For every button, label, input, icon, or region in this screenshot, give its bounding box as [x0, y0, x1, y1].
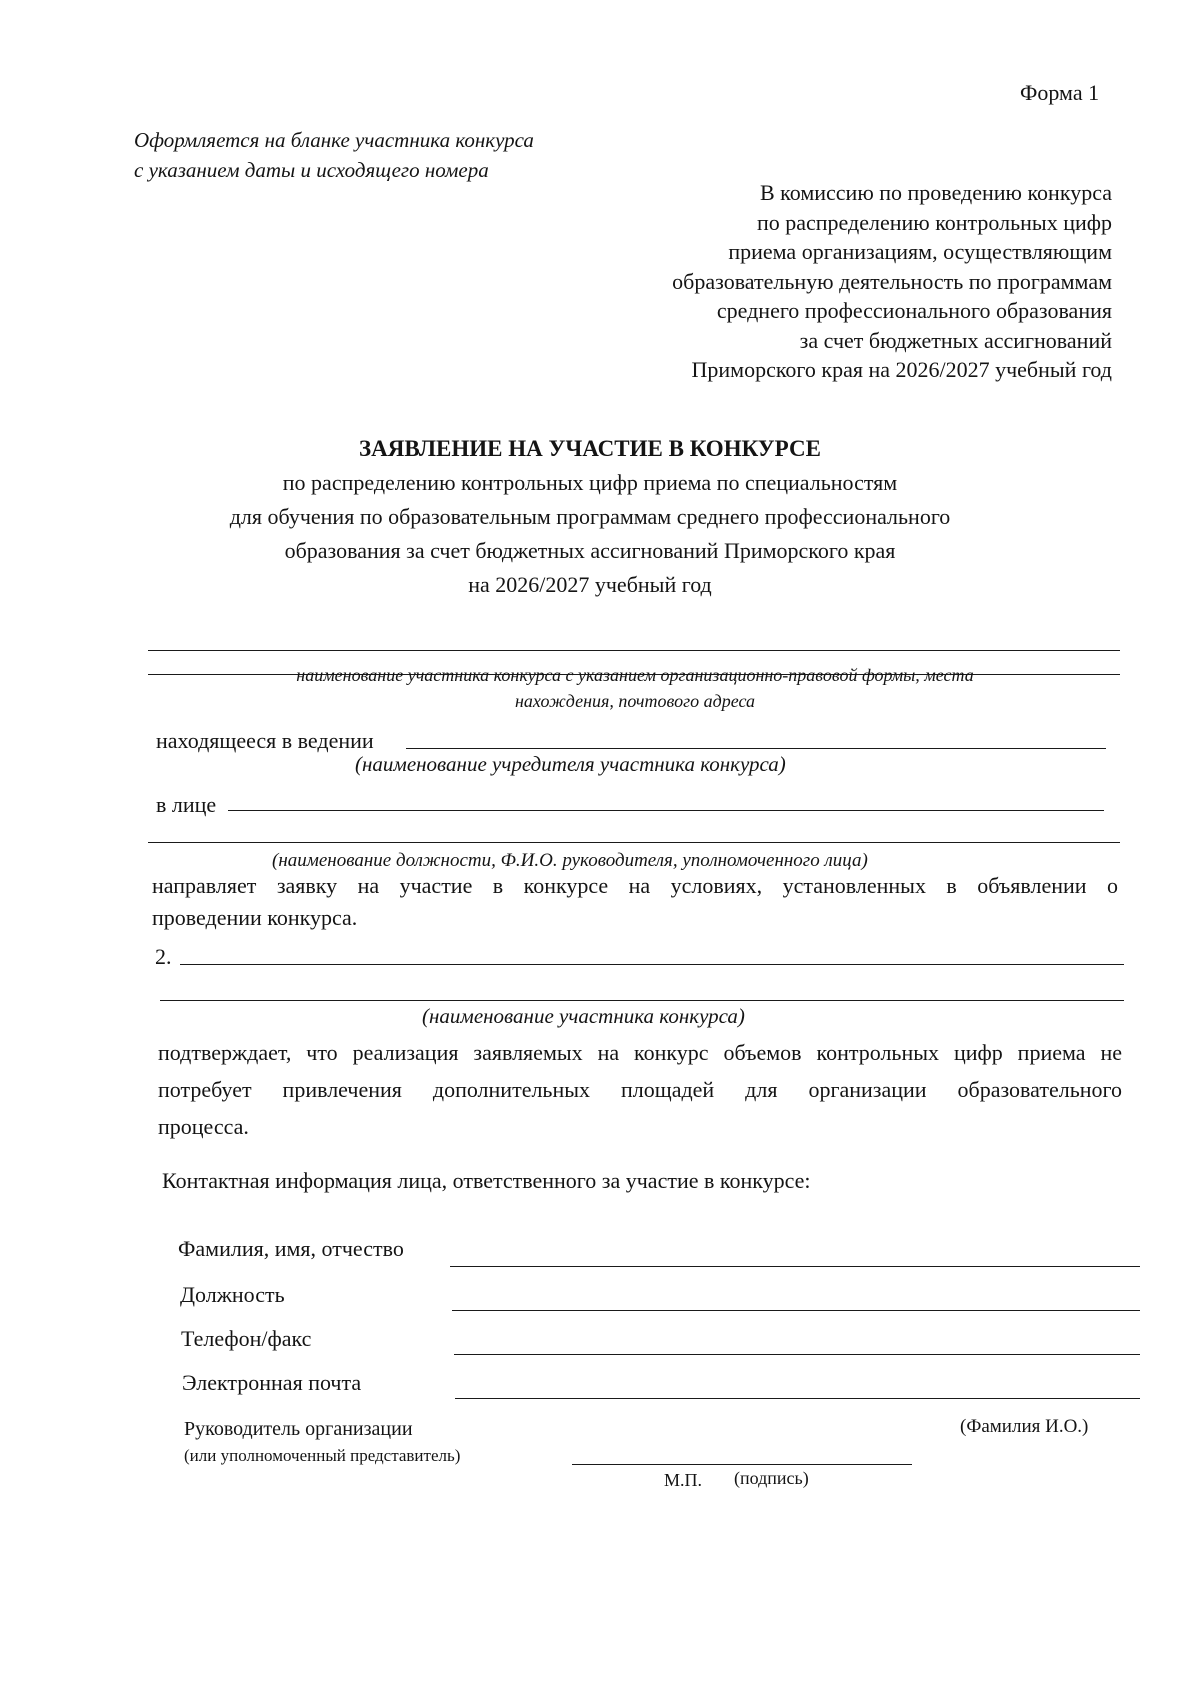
addressee-line: приема организациям, осуществляющим — [728, 239, 1112, 264]
sends-line-2: проведении конкурса. — [152, 905, 358, 930]
participant-caption — [150, 662, 1120, 714]
addressee-line: В комиссию по проведению конкурса — [760, 180, 1112, 205]
signature-head-label: Руководитель организации — [184, 1418, 413, 1440]
contact-fullname-field[interactable] — [450, 1266, 1140, 1267]
founder-line[interactable] — [406, 748, 1106, 749]
contact-email-field[interactable] — [455, 1398, 1140, 1399]
addressee-line: среднего профессионального образования — [716, 298, 1112, 323]
sign-caption: (подпись) — [734, 1468, 809, 1488]
contact-label-phone: Телефон/факс — [181, 1326, 312, 1351]
participant-caption-2: (наименование участника конкурса) — [422, 1004, 745, 1028]
addressee-block — [552, 178, 1112, 385]
item-2-line-2[interactable] — [160, 1000, 1124, 1001]
contact-label-fullname: Фамилия, имя, отчество — [178, 1236, 404, 1261]
title-line: образования за счет бюджетных ассигнований Приморского края — [284, 538, 896, 563]
signature-line[interactable] — [572, 1464, 912, 1465]
signature-name-caption: (Фамилия И.О.) — [960, 1416, 1089, 1437]
contact-position-field[interactable] — [452, 1310, 1140, 1311]
participant-caption-line: нахождения, почтового адреса — [515, 691, 755, 711]
founder-label: находящееся в ведении — [156, 728, 374, 753]
document-title: ЗАЯВЛЕНИЕ НА УЧАСТИЕ В КОНКУРСЕ — [359, 436, 821, 461]
participant-caption-line: наименование участника конкурса с указанием организационно-правовой формы, места — [296, 665, 974, 685]
note-line-2: с указанием даты и исходящего номера — [134, 158, 489, 182]
title-block — [180, 432, 1000, 602]
representative-caption: (наименование должности, Ф.И.О. руководителя, уполномоченного лица) — [272, 850, 868, 871]
title-line: по распределению контрольных цифр приема по специальностям — [282, 470, 898, 495]
item-number: 2. — [155, 944, 172, 969]
representative-line[interactable] — [228, 810, 1104, 811]
confirms-line-2: потребует привлечения дополнительных площадей для организации образовательного — [158, 1077, 1122, 1102]
title-line: для обучения по образовательным программам среднего профессионального — [229, 504, 951, 529]
contact-heading: Контактная информация лица, ответственного за участие в конкурсе: — [162, 1168, 811, 1193]
signature-head-sub: (или уполномоченный представитель) — [184, 1446, 461, 1465]
addressee-line: по распределению контрольных цифр — [756, 209, 1112, 235]
participant-name-line[interactable] — [148, 650, 1120, 651]
sends-line-1: направляет заявку на участие в конкурсе на условиях, установленных в объявлении о — [152, 873, 1118, 898]
contact-phone-field[interactable] — [454, 1354, 1140, 1355]
note-line-1: Оформляется на бланке участника конкурса — [134, 128, 534, 152]
confirms-paragraph — [158, 1034, 1122, 1145]
representative-label: в лице — [156, 792, 217, 817]
sends-paragraph — [152, 870, 1118, 934]
stamp-label: М.П. — [664, 1470, 703, 1490]
confirms-line-1: подтверждает, что реализация заявляемых на конкурс объемов контрольных цифр приема не — [158, 1040, 1122, 1065]
confirms-line-3: процесса. — [158, 1114, 249, 1139]
contact-label-email: Электронная почта — [182, 1370, 362, 1395]
addressee-line: Приморского края на 2026/2027 учебный год — [691, 357, 1112, 382]
item-2-line[interactable] — [180, 964, 1124, 965]
form-number: Форма 1 — [1020, 80, 1100, 105]
founder-caption: (наименование учредителя участника конкурса) — [355, 752, 786, 776]
title-line: на 2026/2027 учебный год — [468, 572, 712, 597]
addressee-line: образовательную деятельность по программам — [672, 268, 1112, 294]
contact-label-position: Должность — [180, 1282, 285, 1307]
representative-line-2[interactable] — [148, 842, 1120, 843]
addressee-line: за счет бюджетных ассигнований — [799, 327, 1112, 353]
